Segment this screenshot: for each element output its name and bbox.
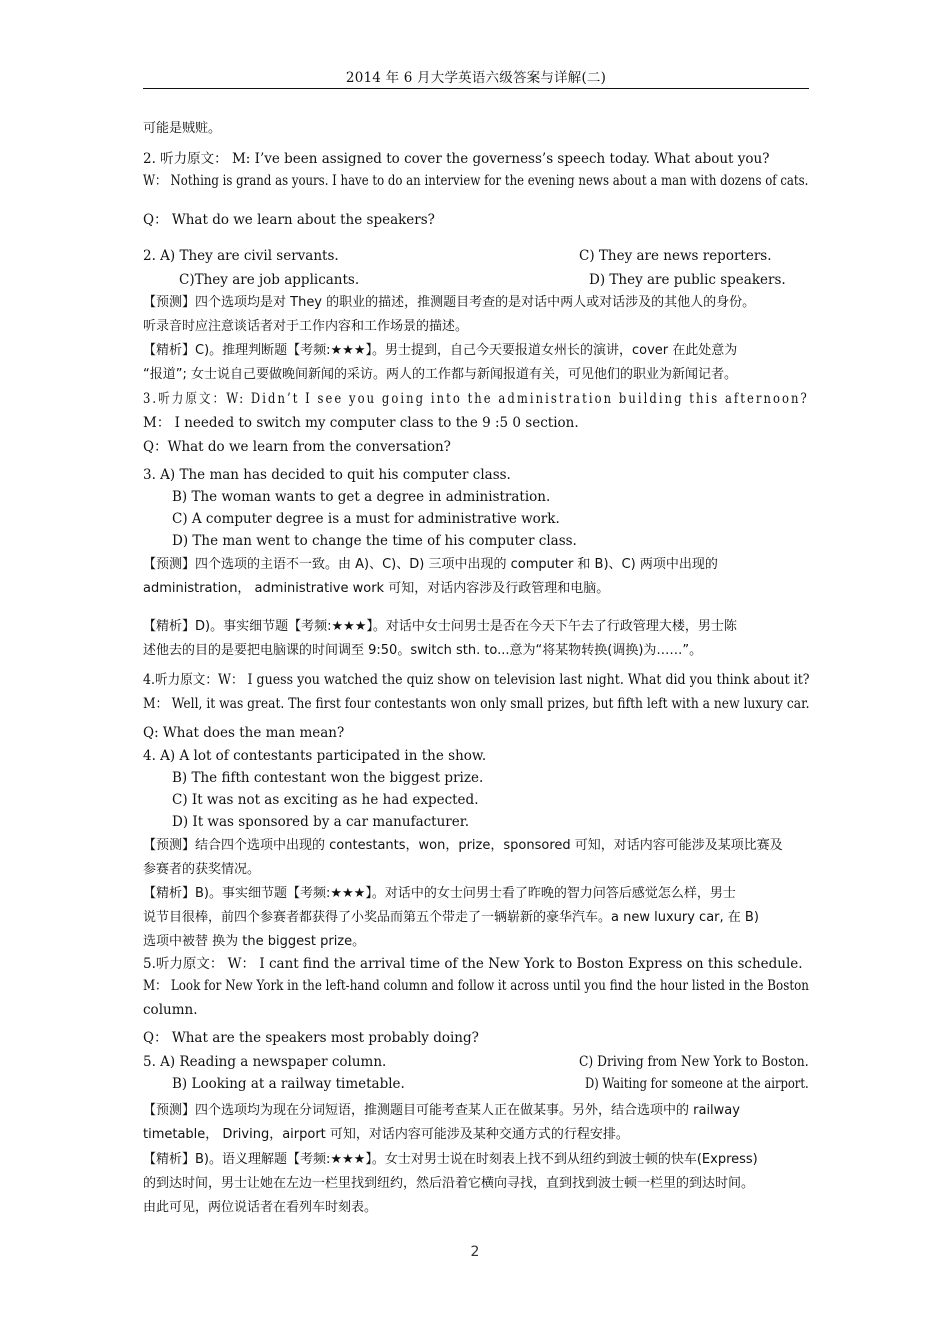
question-line: Q: What does the man mean? bbox=[143, 725, 345, 741]
analysis-line: “报道”; 女士说自己要做晚间新闻的采访。两人的工作都与新闻报道有关，可见他们的职业为新闻记者。 bbox=[143, 367, 737, 382]
question-line: Q：What do we learn from the conversation? bbox=[143, 439, 451, 455]
prediction-line: 【预测】四个选项均为现在分词短语，推测题目可能考查某人正在做某事。另外，结合选项中的 railway bbox=[143, 1103, 740, 1118]
option-line: C) They are news reporters. bbox=[579, 248, 772, 264]
option-line: C)They are job applicants. bbox=[179, 272, 360, 288]
option-line: 3. A) The man has decided to quit his computer class. bbox=[143, 467, 511, 483]
option-line: C) A computer degree is a must for administrative work. bbox=[172, 511, 560, 527]
text-line: 可能是贼赃。 bbox=[143, 121, 222, 136]
option-line: C) Driving from New York to Boston. bbox=[579, 1054, 809, 1070]
option-line: B) The fifth contestant won the biggest prize. bbox=[172, 770, 484, 786]
transcript-line: M： Look for New York in the left-hand column and follow it across until you find the hour listed in the Boston bbox=[143, 978, 809, 994]
analysis-line: 【精析】B)。事实细节题【考频:★★★】。对话中的女士问男士看了昨晚的智力问答后感觉怎么样，男士 bbox=[143, 886, 736, 901]
prediction-line: 参赛者的获奖情况。 bbox=[143, 862, 261, 877]
analysis-line: 【精析】B)。语义理解题【考频:★★★】。女士对男士说在时刻表上找不到从纽约到波士顿的快车(Express) bbox=[143, 1152, 758, 1167]
page-number: 2 bbox=[470, 1244, 480, 1260]
analysis-line: 说节目很棒，前四个参赛者都获得了小奖品而第五个带走了一辆崭新的豪华汽车。a new luxury car, 在 B) bbox=[143, 910, 759, 925]
prediction-line: 【预测】四个选项均是对 They 的职业的描述，推测题目考查的是对话中两人或对话涉及的其他人的身份。 bbox=[143, 295, 756, 310]
analysis-line: 的到达时间，男士让她在左边一栏里找到纽约，然后沿着它横向寻找，直到找到波士顿一栏里的到达时间。 bbox=[143, 1176, 755, 1191]
question-line: Q： What do we learn about the speakers? bbox=[143, 212, 435, 228]
prediction-line: administration， administrative work 可知，对话内容涉及行政管理和电脑。 bbox=[143, 581, 610, 596]
option-line: B) The woman wants to get a degree in administration. bbox=[172, 489, 551, 505]
transcript-line: W： Nothing is grand as yours. I have to do an interview for the evening news about a man with dozens of cats. bbox=[143, 173, 809, 189]
transcript-line: 5.听力原文： W： I cant find the arrival time of the New York to Boston Express on this schedule. bbox=[143, 956, 803, 972]
option-line: 5. A) Reading a newspaper column. bbox=[143, 1054, 387, 1070]
analysis-line: 由此可见，两位说话者在看列车时刻表。 bbox=[143, 1200, 378, 1215]
transcript-line: M： Well, it was great. The first four contestants won only small prizes, but fifth left with a new luxury car. bbox=[143, 696, 810, 712]
transcript-line: M： I needed to switch my computer class to the 9 :5 0 section. bbox=[143, 415, 579, 431]
option-line: D) The man went to change the time of his computer class. bbox=[172, 533, 577, 549]
transcript-line: column. bbox=[143, 1002, 198, 1018]
page-header: 2014 年 6 月大学英语六级答案与详解(二) bbox=[345, 70, 607, 86]
prediction-line: 听录音时应注意谈话者对于工作内容和工作场景的描述。 bbox=[143, 319, 469, 334]
prediction-line: 【预测】四个选项的主语不一致。由 A)、C)、D) 三项中出现的 computer 和 B)、C) 两项中出现的 bbox=[143, 557, 718, 572]
prediction-line: timetable， Driving，airport 可知，对话内容可能涉及某种交通方式的行程安排。 bbox=[143, 1127, 629, 1142]
option-line: C) It was not as exciting as he had expected. bbox=[172, 792, 479, 808]
prediction-line: 【预测】结合四个选项中出现的 contestants，won，prize，sponsored 可知，对话内容可能涉及某项比赛及 bbox=[143, 838, 783, 853]
analysis-line: 述他去的目的是要把电脑课的时间调至 9:50。switch sth. to...意为“将某物转换(调换)为……”。 bbox=[143, 643, 703, 658]
option-line: B) Looking at a railway timetable. bbox=[172, 1076, 405, 1092]
transcript-line: 4.听力原文：W： I guess you watched the quiz show on television last night. What did you think about it? bbox=[143, 672, 810, 688]
question-line: Q： What are the speakers most probably doing? bbox=[143, 1030, 479, 1046]
analysis-line: 选项中被替 换为 the biggest prize。 bbox=[143, 934, 366, 949]
option-line: 2. A) They are civil servants. bbox=[143, 248, 339, 264]
transcript-line: 2. 听力原文： M: I’ve been assigned to cover the governess’s speech today. What about you? bbox=[143, 151, 770, 167]
header-rule bbox=[143, 88, 809, 89]
option-line: D) They are public speakers. bbox=[589, 272, 786, 288]
transcript-line: 3.听力原文：W: Didn’t I see you going into the administration building this afternoon? bbox=[143, 391, 809, 407]
option-line: D) Waiting for someone at the airport. bbox=[585, 1076, 809, 1092]
analysis-line: 【精析】D)。事实细节题【考频:★★★】。对话中女士问男士是否在今天下午去了行政管理大楼，男士陈 bbox=[143, 619, 737, 634]
analysis-line: 【精析】C)。推理判断题【考频:★★★】。男士提到，自己今天要报道女州长的演讲，cover 在此处意为 bbox=[143, 343, 738, 358]
option-line: D) It was sponsored by a car manufacturer. bbox=[172, 814, 469, 830]
option-line: 4. A) A lot of contestants participated in the show. bbox=[143, 748, 487, 764]
